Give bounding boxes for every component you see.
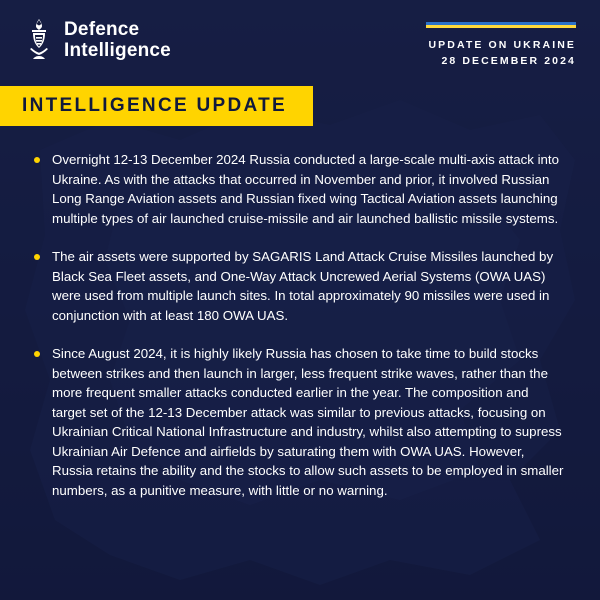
update-kicker: UPDATE ON UKRAINE [428,39,576,51]
royal-crest-icon [24,18,54,62]
list-item: Since August 2024, it is highly likely Russia has chosen to take time to build stocks between strikes and then launch in larger, less frequent strike waves, rather than the more frequent smaller attacks conducted earlier in the year. The composition and target set of the 12-13 December attack was similar to previous attacks, focusing on Ukrainian Critical National Infrastructure and industry, whilst also attempting to supress Ukrainian Air Defence and airfields by saturating them with OWA UAS. However, Russia retains the ability and the stocks to allow such assets to be employed in smaller numbers, as a punitive measure, with little or no warning. [34,344,566,500]
brand [24,18,171,62]
content [0,126,600,538]
brand-line-2: Intelligence [64,40,171,61]
header [0,0,600,78]
list-item: The air assets were supported by SAGARIS Land Attack Cruise Missiles launched by Black Sea Fleet assets, and One-Way Attack Uncrewed Aerial Systems (OWA UAS) were used from multiple launch sites. In total approximately 90 missiles were used in conjunction with at least 180 OWA UAS. [34,247,566,325]
brand-line-1: Defence [64,18,140,40]
update-date: 28 DECEMBER 2024 [441,54,576,67]
footer-spacer [34,520,566,538]
banner-title: INTELLIGENCE UPDATE [22,95,288,116]
brand-name [64,19,171,62]
header-meta [426,18,576,70]
banner-wrap [0,78,600,126]
bullet-list [34,150,566,501]
list-item: Overnight 12-13 December 2024 Russia conducted a large-scale multi-axis attack into Ukraine. As with the attacks that occurred in November and prior, it involved Russian Long Range Aviation assets and Russian fixed wing Tactical Aviation assets launching multiple types of air launched cruise-missile and air launched ballistic missile systems. [34,150,566,228]
intelligence-update-banner [0,86,313,126]
ukraine-flag-bar [426,22,576,28]
